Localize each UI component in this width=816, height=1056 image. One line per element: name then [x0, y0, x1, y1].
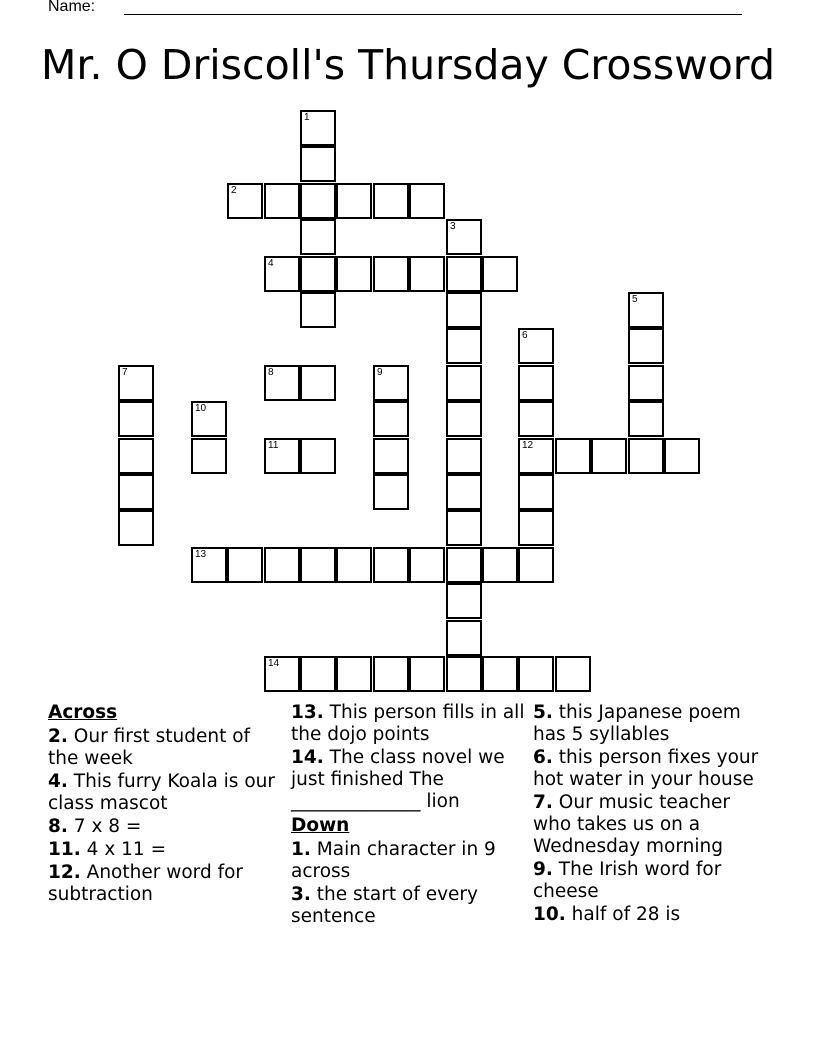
grid-cell[interactable]	[409, 183, 445, 219]
grid-cell[interactable]	[555, 438, 591, 474]
clue-number: 13	[195, 549, 207, 560]
clues-column-3	[533, 702, 769, 927]
grid-cell[interactable]	[628, 365, 664, 401]
clue-down-9: 9. The Irish word for cheese	[533, 859, 722, 902]
grid-cell[interactable]	[118, 474, 154, 510]
grid-cell[interactable]	[482, 656, 518, 692]
clue-number: 8	[268, 367, 274, 378]
grid-cell[interactable]	[118, 401, 154, 437]
clue-number: 11	[268, 440, 279, 451]
grid-cell[interactable]	[482, 547, 518, 583]
across-heading: Across	[48, 702, 118, 723]
grid-cell[interactable]	[227, 547, 263, 583]
grid-cell[interactable]	[373, 365, 409, 401]
clue-number: 1	[304, 112, 310, 123]
grid-cell[interactable]	[446, 620, 482, 656]
grid-cell[interactable]	[409, 256, 445, 292]
page-title: Mr. O Driscoll's Thursday Crossword	[41, 41, 775, 89]
grid-cell[interactable]	[336, 183, 372, 219]
grid-cell[interactable]	[118, 438, 154, 474]
clue-number: 7	[122, 367, 128, 378]
grid-cell[interactable]	[264, 656, 300, 692]
grid-cell[interactable]	[300, 256, 336, 292]
clues-column-1	[48, 702, 280, 907]
clues-column-2	[291, 702, 525, 929]
clue-number: 14	[268, 658, 280, 669]
clue-down-6: 6. this person fixes your hot water in your house	[533, 747, 759, 790]
grid-cell[interactable]	[264, 256, 300, 292]
clue-across-14: 14. The class novel we just finished The ______________ lion	[291, 747, 505, 812]
clue-across-2: 2. Our first student of the week	[48, 726, 251, 769]
grid-cell[interactable]	[628, 438, 664, 474]
grid-cell[interactable]	[518, 474, 554, 510]
grid-cell[interactable]	[446, 510, 482, 546]
clue-down-10: 10. half of 28 is	[533, 904, 681, 925]
grid-cell[interactable]	[373, 474, 409, 510]
grid-cell[interactable]	[446, 583, 482, 619]
clue-down-7: 7. Our music teacher who takes us on a Wednesday morning	[533, 792, 731, 857]
grid-cell[interactable]	[191, 438, 227, 474]
clue-across-12: 12. Another word for subtraction	[48, 862, 244, 905]
grid-cell[interactable]	[373, 256, 409, 292]
grid-cell[interactable]	[264, 183, 300, 219]
grid-cell[interactable]	[628, 401, 664, 437]
clue-down-5: 5. this Japanese poem has 5 syllables	[533, 702, 741, 745]
grid-cell[interactable]	[518, 510, 554, 546]
clue-number: 3	[450, 221, 456, 232]
grid-cell[interactable]	[518, 401, 554, 437]
grid-cell[interactable]	[518, 547, 554, 583]
grid-cell[interactable]	[628, 328, 664, 364]
clue-number: 4	[268, 258, 274, 269]
clue-number: 6	[522, 330, 528, 341]
grid-cell[interactable]	[373, 438, 409, 474]
clue-across-11: 11. 4 x 11 =	[48, 839, 167, 860]
grid-cell[interactable]	[336, 547, 372, 583]
grid-cell[interactable]	[264, 365, 300, 401]
grid-cell[interactable]	[446, 365, 482, 401]
grid-cell[interactable]	[446, 219, 482, 255]
clue-across-13: 13. This person fills in all the dojo points	[291, 702, 525, 745]
grid-cell[interactable]	[118, 365, 154, 401]
down-heading: Down	[291, 815, 350, 836]
clue-number: 12	[522, 440, 534, 451]
grid-cell[interactable]	[446, 438, 482, 474]
grid-cell[interactable]	[373, 656, 409, 692]
grid-cell[interactable]	[191, 547, 227, 583]
clue-across-4: 4. This furry Koala is our class mascot	[48, 771, 275, 814]
clue-number: 5	[632, 294, 638, 305]
grid-cell[interactable]	[518, 328, 554, 364]
clue-number: 9	[377, 367, 383, 378]
grid-cell[interactable]	[518, 438, 554, 474]
grid-cell[interactable]	[191, 401, 227, 437]
clue-number: 10	[195, 403, 207, 414]
clue-number: 2	[231, 185, 237, 196]
grid-cell[interactable]	[300, 438, 336, 474]
grid-cell[interactable]	[518, 656, 554, 692]
grid-cell[interactable]	[300, 365, 336, 401]
grid-cell[interactable]	[446, 256, 482, 292]
grid-cell[interactable]	[482, 256, 518, 292]
grid-cell[interactable]	[446, 328, 482, 364]
name-label: Name:	[48, 0, 96, 15]
grid-cell[interactable]	[518, 365, 554, 401]
grid-cell[interactable]	[409, 547, 445, 583]
clue-down-3: 3. the start of every sentence	[291, 884, 478, 927]
grid-cell[interactable]	[264, 438, 300, 474]
grid-cell[interactable]	[227, 183, 263, 219]
grid-cell[interactable]	[336, 256, 372, 292]
grid-cell[interactable]	[628, 292, 664, 328]
grid-cell[interactable]	[446, 656, 482, 692]
grid-cell[interactable]	[591, 438, 627, 474]
grid-cell[interactable]	[446, 292, 482, 328]
grid-cell[interactable]	[373, 547, 409, 583]
grid-cell[interactable]	[555, 656, 591, 692]
grid-cell[interactable]	[446, 547, 482, 583]
grid-cell[interactable]	[409, 656, 445, 692]
grid-cell[interactable]	[300, 656, 336, 692]
grid-cell[interactable]	[446, 401, 482, 437]
grid-cell[interactable]	[264, 547, 300, 583]
grid-cell[interactable]	[300, 219, 336, 255]
grid-cell[interactable]	[300, 110, 336, 146]
grid-cell[interactable]	[373, 401, 409, 437]
grid-cell[interactable]	[446, 474, 482, 510]
grid-cell[interactable]	[336, 656, 372, 692]
grid-cell[interactable]	[373, 183, 409, 219]
grid-cell[interactable]	[300, 146, 336, 182]
grid-cell[interactable]	[118, 510, 154, 546]
grid-cell[interactable]	[300, 183, 336, 219]
grid-cell[interactable]	[664, 438, 700, 474]
clue-across-8: 8. 7 x 8 =	[48, 816, 142, 837]
grid-cell[interactable]	[300, 547, 336, 583]
clue-down-1: 1. Main character in 9 across	[291, 839, 496, 882]
grid-cell[interactable]	[300, 292, 336, 328]
